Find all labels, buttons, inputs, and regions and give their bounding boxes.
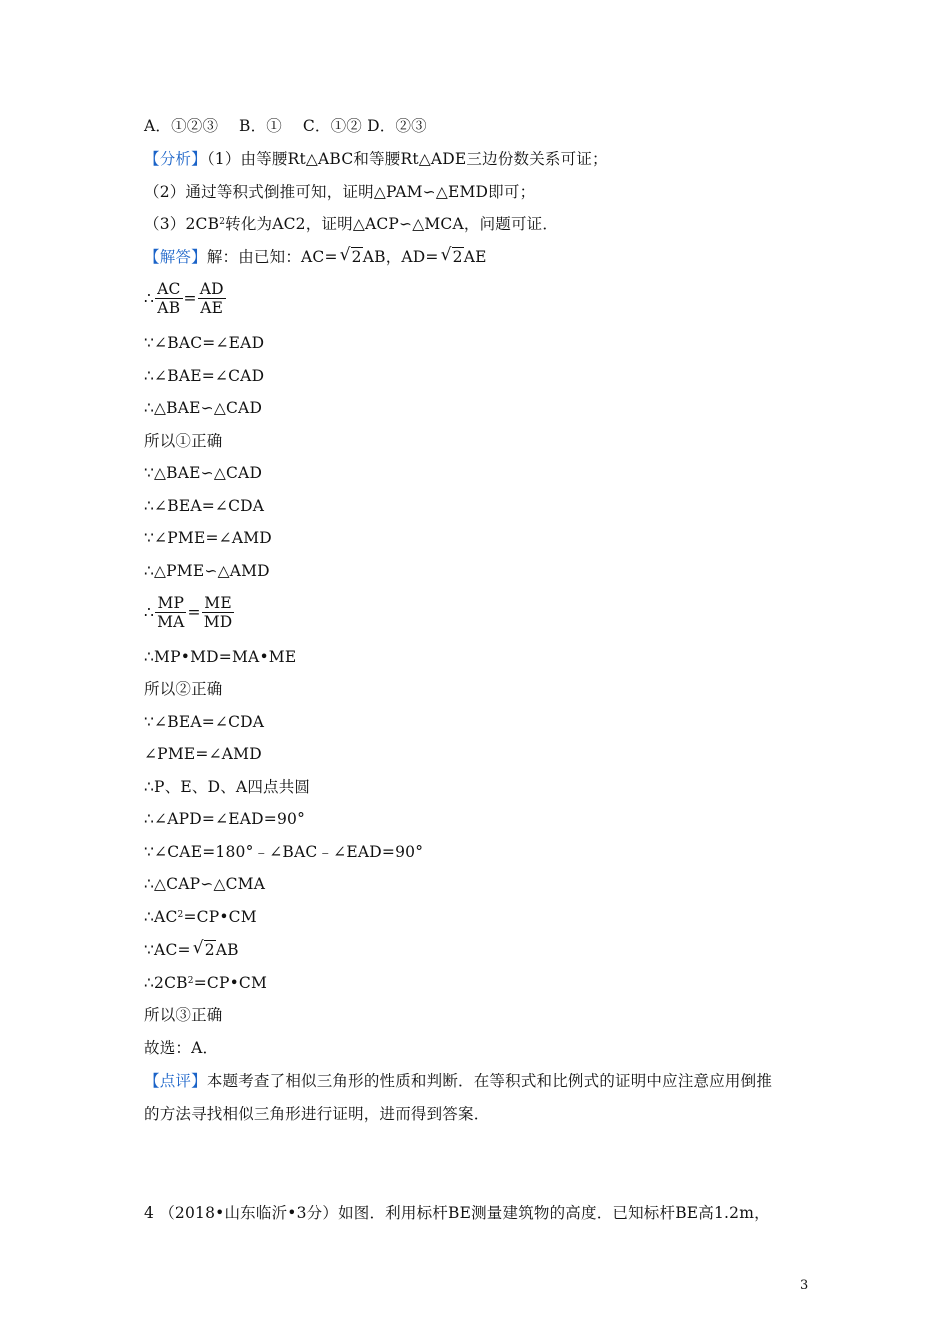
sqrt-expression: √ 2 [192, 938, 215, 959]
analysis-text-3a: （3）2CB [144, 215, 220, 233]
fraction: $\frac{AD}{AE}$ [199, 280, 224, 317]
proof-line: ∴∠APD=∠EAD=90° [144, 810, 306, 828]
superscript: 2 [187, 976, 194, 986]
proof-line-ac-sqrt: ∵AC= √ 2AB [144, 938, 239, 959]
conclusion-line: 故选：A． [144, 1039, 219, 1057]
analysis-text-1: （1）由等腰Rt△ABC和等腰Rt△ADE三边份数关系可证； [206, 150, 608, 168]
fraction-equation-2: ∴ $\frac{MP}{MA}$ = $\frac{ME}{MD}$ [144, 594, 233, 631]
analysis-line-2: （2）通过等积式倒推可知，证明△PAM∽△EMD即可； [144, 183, 536, 201]
page-number: 3 [800, 1278, 809, 1293]
superscript: 2 [219, 217, 226, 227]
proof-line: ∵∠BAC=∠EAD [144, 334, 265, 352]
fraction-equation-1: ∴ $\frac{AC}{AB}$ = $\frac{AD}{AE}$ [144, 280, 224, 317]
comment-line-1 [144, 1071, 772, 1091]
solution-end: AE [463, 248, 487, 266]
analysis-tag: 【分析】 [144, 150, 207, 168]
proof-line: ∴△BAE∽△CAD [144, 399, 263, 417]
proof-line: ∴△PME∽△AMD [144, 562, 270, 580]
proof-line: ∵∠CAE=180°﹣∠BAC﹣∠EAD=90° [144, 843, 424, 861]
proof-line: 所以②正确 [144, 680, 223, 698]
proof-line: ∴MP•MD=MA•ME [144, 648, 297, 666]
proof-line: 所以①正确 [144, 432, 223, 450]
proof-line: ∴△CAP∽△CMA [144, 875, 266, 893]
fraction: $\frac{AC}{AB}$ [157, 280, 181, 317]
comment-tag: 【点评】 [144, 1072, 207, 1090]
superscript: 2 [177, 910, 184, 920]
proof-line-cb-squared: $\therefore 2CB^2=CP•CM$ [144, 974, 268, 992]
comment-text-1: 本题考查了相似三角形的性质和判断．在等积式和比例式的证明中应注意应用倒推 [206, 1072, 773, 1090]
next-problem-line: 4 （2018•山东临沂•3分）如图．利用标杆BE测量建筑物的高度．已知标杆BE高1.2m， [144, 1204, 770, 1222]
analysis-text-3b: 转化为AC2，证明△ACP∽△MCA，问题可证． [225, 215, 559, 233]
solution-mid: AB，AD= [362, 248, 439, 266]
solution-line [144, 247, 487, 267]
proof-line-ac-squared: $\therefore AC^2=CP•CM$ [144, 908, 257, 926]
proof-line: 所以③正确 [144, 1006, 223, 1024]
answer-options: A．①②③ B．① C．①② D．②③ [144, 117, 427, 135]
solution-intro: 解：由已知：AC= [206, 248, 338, 266]
proof-line: ∠PME=∠AMD [144, 745, 262, 763]
fraction: $\frac{ME}{MD}$ [203, 594, 233, 631]
analysis-line-3 [144, 214, 558, 234]
sqrt-expression: √ 2 [339, 245, 362, 266]
proof-line: ∴∠BAE=∠CAD [144, 367, 265, 385]
sqrt-expression: √ 2 [440, 245, 463, 266]
comment-line-2: 的方法寻找相似三角形进行证明，进而得到答案． [144, 1105, 490, 1123]
solution-tag: 【解答】 [144, 248, 207, 266]
proof-line: ∵∠PME=∠AMD [144, 529, 272, 547]
analysis-line-1 [144, 149, 608, 169]
proof-line: ∴∠BEA=∠CDA [144, 497, 265, 515]
proof-line: ∵∠BEA=∠CDA [144, 713, 265, 731]
proof-line: ∴P、E、D、A四点共圆 [144, 778, 311, 796]
proof-line: ∵△BAE∽△CAD [144, 464, 263, 482]
fraction: $\frac{MP}{MA}$ [157, 594, 185, 631]
